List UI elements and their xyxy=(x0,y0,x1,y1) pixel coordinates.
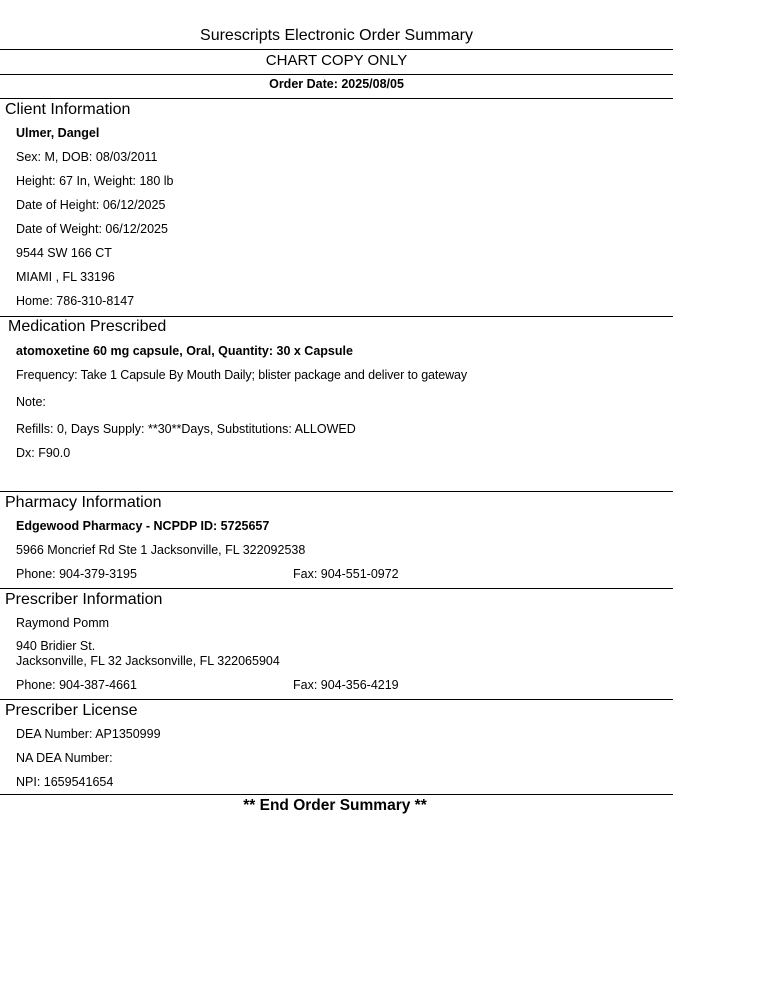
divider xyxy=(0,316,673,317)
divider xyxy=(0,794,673,795)
prescriber-address-line2: Jacksonville, FL 32 Jacksonville, FL 322065904 xyxy=(16,654,280,668)
divider xyxy=(0,699,673,700)
na-dea-number: NA DEA Number: xyxy=(16,751,113,765)
pharmacy-fax: Fax: 904-551-0972 xyxy=(293,567,399,581)
client-information-heading: Client Information xyxy=(5,101,131,118)
prescriber-license-heading: Prescriber License xyxy=(5,702,138,719)
medication-refills: Refills: 0, Days Supply: **30**Days, Substitutions: ALLOWED xyxy=(16,422,356,436)
pharmacy-phone: Phone: 904-379-3195 xyxy=(16,567,137,581)
client-date-of-weight: Date of Weight: 06/12/2025 xyxy=(16,222,168,236)
client-date-of-height: Date of Height: 06/12/2025 xyxy=(16,198,166,212)
prescriber-name: Raymond Pomm xyxy=(16,616,110,630)
chart-copy-label: CHART COPY ONLY xyxy=(265,52,408,69)
client-home-phone: Home: 786-310-8147 xyxy=(16,294,135,308)
client-address-line1: 9544 SW 166 CT xyxy=(16,246,112,260)
divider xyxy=(0,491,673,492)
client-name: Ulmer, Dangel xyxy=(16,126,100,140)
prescriber-information-heading: Prescriber Information xyxy=(5,591,163,608)
client-address-line2: MIAMI , FL 33196 xyxy=(16,270,115,284)
prescriber-phone: Phone: 904-387-4661 xyxy=(16,678,137,692)
end-order-summary: ** End Order Summary ** xyxy=(243,797,427,814)
order-date: Order Date: 2025/08/05 xyxy=(269,77,404,91)
client-sex-dob: Sex: M, DOB: 08/03/2011 xyxy=(16,150,158,164)
document-title: Surescripts Electronic Order Summary xyxy=(200,27,473,44)
medication-drug: atomoxetine 60 mg capsule, Oral, Quantity: 30 x Capsule xyxy=(16,344,353,358)
pharmacy-address: 5966 Moncrief Rd Ste 1 Jacksonville, FL 322092538 xyxy=(16,543,306,557)
divider xyxy=(0,98,673,99)
medication-frequency: Frequency: Take 1 Capsule By Mouth Daily; blister package and deliver to gateway xyxy=(16,368,468,382)
medication-prescribed-heading: Medication Prescribed xyxy=(8,318,167,335)
client-height-weight: Height: 67 In, Weight: 180 lb xyxy=(16,174,174,188)
dea-number: DEA Number: AP1350999 xyxy=(16,727,161,741)
divider xyxy=(0,588,673,589)
prescriber-fax: Fax: 904-356-4219 xyxy=(293,678,399,692)
prescriber-address-line1: 940 Bridier St. xyxy=(16,639,96,653)
pharmacy-name: Edgewood Pharmacy - NCPDP ID: 5725657 xyxy=(16,519,270,533)
pharmacy-information-heading: Pharmacy Information xyxy=(5,494,162,511)
npi-number: NPI: 1659541654 xyxy=(16,775,114,789)
divider xyxy=(0,49,673,50)
medication-dx: Dx: F90.0 xyxy=(16,446,71,460)
medication-note: Note: xyxy=(16,395,46,409)
divider xyxy=(0,74,673,75)
